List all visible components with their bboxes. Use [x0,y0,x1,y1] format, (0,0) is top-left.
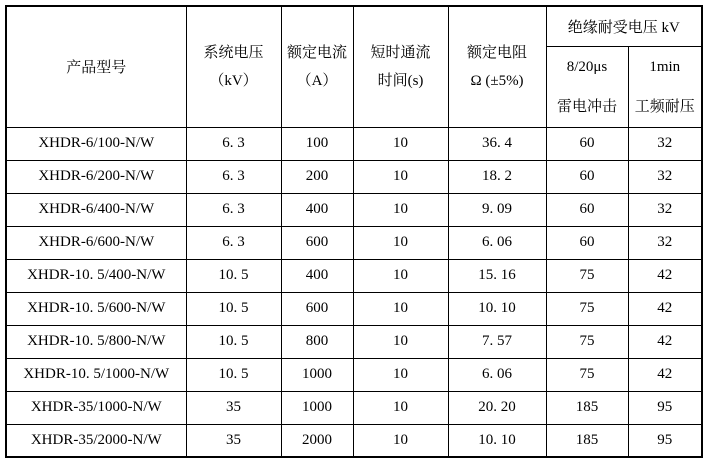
cell-duration: 10 [353,127,448,160]
cell-resistance: 10. 10 [448,424,546,457]
table-row [6,358,702,391]
cell-lightning: 60 [546,193,628,226]
table-row [6,259,702,292]
cell-system-voltage: 10. 5 [186,358,281,391]
header-line-rated-resistance: 额定电阻 [466,44,527,61]
cell-power-freq: 42 [628,358,702,391]
header-line-lightning-wave: 8/20μs [566,58,608,75]
cell-power-freq: 42 [628,325,702,358]
cell-resistance: 7. 57 [448,325,546,358]
cell-power-freq: 32 [628,193,702,226]
table-row [6,226,702,259]
cell-model: XHDR-10. 5/800-N/W [6,325,186,358]
cell-duration: 10 [353,259,448,292]
cell-resistance: 18. 2 [448,160,546,193]
col-header-power-frequency [628,46,702,127]
cell-system-voltage: 10. 5 [186,325,281,358]
table-row [6,391,702,424]
cell-system-voltage: 35 [186,424,281,457]
col-header-short-time-duration [353,6,448,127]
cell-lightning: 185 [546,391,628,424]
header-line-power-freq-label: 工频耐压 [634,98,695,115]
col-header-lightning-impulse [546,46,628,127]
cell-duration: 10 [353,358,448,391]
cell-power-freq: 95 [628,424,702,457]
table-row [6,127,702,160]
cell-duration: 10 [353,193,448,226]
cell-rated-current: 100 [281,127,353,160]
table-body [6,127,702,457]
cell-resistance: 36. 4 [448,127,546,160]
cell-rated-current: 800 [281,325,353,358]
header-line-short-time: 短时通流 [370,44,431,61]
header-row-top [6,6,702,46]
cell-model: XHDR-35/1000-N/W [6,391,186,424]
cell-duration: 10 [353,226,448,259]
cell-lightning: 60 [546,226,628,259]
cell-duration: 10 [353,391,448,424]
cell-power-freq: 95 [628,391,702,424]
cell-lightning: 185 [546,424,628,457]
cell-rated-current: 400 [281,259,353,292]
header-line-rated-resistance-unit: Ω (±5%) [470,72,524,89]
cell-power-freq: 32 [628,226,702,259]
cell-lightning: 75 [546,292,628,325]
cell-system-voltage: 6. 3 [186,226,281,259]
table-header [6,6,702,127]
cell-system-voltage: 6. 3 [186,193,281,226]
cell-rated-current: 1000 [281,391,353,424]
cell-model: XHDR-10. 5/600-N/W [6,292,186,325]
cell-power-freq: 32 [628,127,702,160]
cell-model: XHDR-6/200-N/W [6,160,186,193]
cell-model: XHDR-6/400-N/W [6,193,186,226]
cell-lightning: 60 [546,127,628,160]
col-header-insulation-withstand: 绝缘耐受电压 kV [546,6,702,46]
col-header-rated-current [281,6,353,127]
cell-model: XHDR-10. 5/1000-N/W [6,358,186,391]
cell-rated-current: 600 [281,292,353,325]
col-header-system-voltage [186,6,281,127]
cell-resistance: 15. 16 [448,259,546,292]
cell-power-freq: 32 [628,160,702,193]
cell-duration: 10 [353,160,448,193]
header-line-short-time-unit: 时间(s) [377,72,424,89]
cell-model: XHDR-35/2000-N/W [6,424,186,457]
table-row [6,292,702,325]
header-line-rated-current-unit: （A） [296,72,338,89]
cell-resistance: 10. 10 [448,292,546,325]
cell-power-freq: 42 [628,292,702,325]
cell-duration: 10 [353,424,448,457]
cell-system-voltage: 6. 3 [186,160,281,193]
cell-lightning: 75 [546,259,628,292]
col-header-rated-resistance [448,6,546,127]
header-line-system-voltage-unit: （kV） [209,72,258,89]
cell-rated-current: 1000 [281,358,353,391]
cell-rated-current: 2000 [281,424,353,457]
cell-lightning: 75 [546,325,628,358]
cell-rated-current: 200 [281,160,353,193]
product-spec-table [5,5,703,458]
cell-resistance: 6. 06 [448,358,546,391]
cell-lightning: 75 [546,358,628,391]
header-line-power-freq-time: 1min [649,58,681,75]
cell-duration: 10 [353,292,448,325]
cell-rated-current: 400 [281,193,353,226]
cell-power-freq: 42 [628,259,702,292]
cell-lightning: 60 [546,160,628,193]
table-row [6,160,702,193]
table-row [6,325,702,358]
cell-system-voltage: 6. 3 [186,127,281,160]
cell-model: XHDR-10. 5/400-N/W [6,259,186,292]
cell-system-voltage: 10. 5 [186,292,281,325]
cell-resistance: 6. 06 [448,226,546,259]
cell-system-voltage: 10. 5 [186,259,281,292]
header-line-lightning-label: 雷电冲击 [556,98,617,115]
cell-resistance: 9. 09 [448,193,546,226]
table-row [6,193,702,226]
cell-model: XHDR-6/600-N/W [6,226,186,259]
cell-rated-current: 600 [281,226,353,259]
cell-model: XHDR-6/100-N/W [6,127,186,160]
cell-resistance: 20. 20 [448,391,546,424]
cell-system-voltage: 35 [186,391,281,424]
col-header-product-model: 产品型号 [6,6,186,127]
cell-duration: 10 [353,325,448,358]
header-line-rated-current: 额定电流 [286,44,347,61]
table-row [6,424,702,457]
header-line-system-voltage: 系统电压 [203,44,264,61]
